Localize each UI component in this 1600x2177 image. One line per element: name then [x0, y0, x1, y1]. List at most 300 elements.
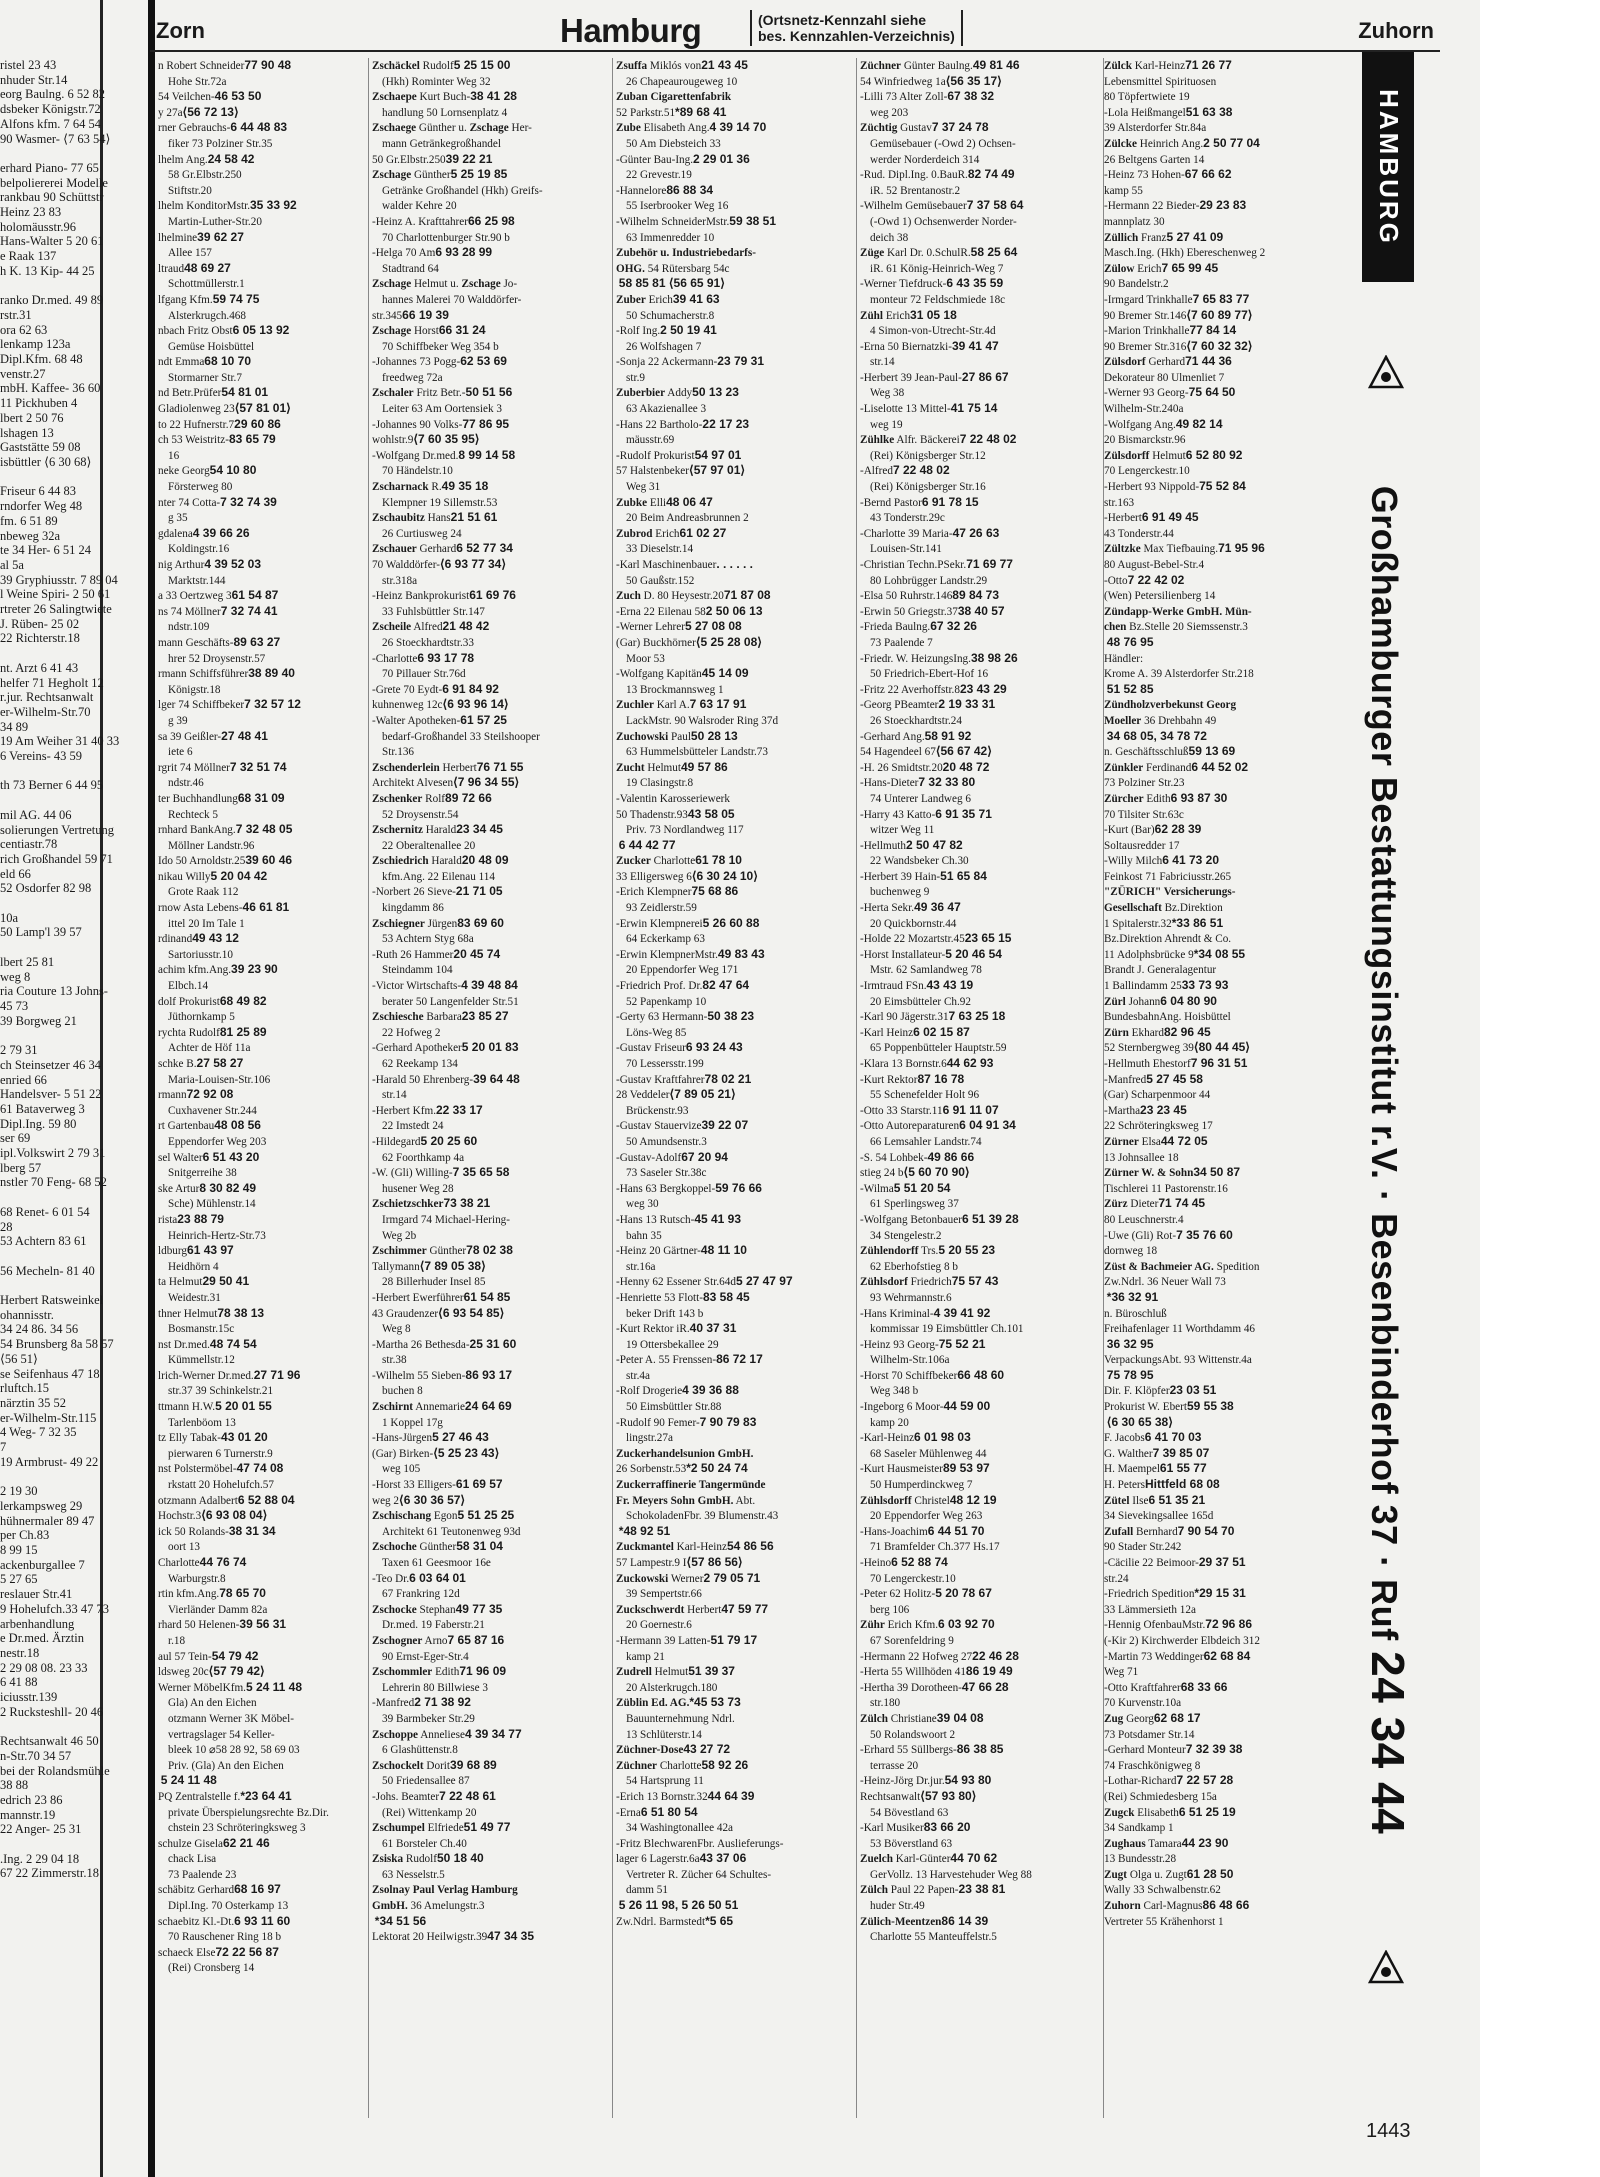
directory-entry-line — [860, 136, 1096, 152]
entry-phone: 7 32 51 74 — [229, 759, 287, 774]
entry-text: 73 Saseler Str.38c — [626, 1167, 707, 1180]
entry-text: -Fritz BlechwarenFbr. Auslieferungs- — [616, 1837, 784, 1850]
entry-text: -Otto — [1104, 574, 1128, 587]
directory-entry-line — [372, 947, 608, 963]
directory-entry-line — [372, 1602, 608, 1618]
entry-text: -Herbert 39 Hain- — [860, 870, 941, 883]
prev-page-line: rstr.31 — [0, 307, 32, 322]
entry-phone: 45 14 09 — [701, 666, 749, 681]
entry-text: str.24 — [1104, 1572, 1129, 1585]
directory-entry-line — [158, 1914, 366, 1930]
entry-phone: 50 18 40 — [436, 1851, 484, 1866]
directory-entry-line — [616, 1181, 852, 1197]
directory-entry-line — [616, 1571, 852, 1587]
directory-entry-line — [1104, 308, 1356, 324]
column-divider — [368, 58, 369, 2118]
entry-phone: 22 33 17 — [436, 1102, 483, 1117]
directory-entry-line — [616, 869, 852, 885]
entry-phone: 20 48 09 — [461, 853, 509, 868]
entry-phone: 6 44 48 83 — [230, 120, 288, 135]
entry-text: weg 30 — [626, 1198, 659, 1211]
entry-phone: 6 44 52 02 — [1191, 759, 1249, 774]
directory-entry-line — [372, 978, 608, 994]
entry-text: Bz.Direktion Ahrendt & Co. — [1104, 933, 1232, 946]
entry-text: lger 74 Schiffbeker — [158, 699, 245, 712]
entry-phone: 71 44 36 — [1185, 354, 1232, 369]
directory-entry-line — [158, 120, 366, 136]
entry-text: Tallymann — [372, 1260, 420, 1273]
directory-entry-line — [158, 214, 366, 230]
prev-page-line: ch Steinsetzer 46 34 — [0, 1057, 102, 1072]
entry-text: Zschietzschker — [372, 1198, 444, 1211]
directory-entry-line — [372, 1446, 608, 1462]
entry-phone: 33 73 93 — [1181, 978, 1229, 993]
directory-entry-line — [1104, 1446, 1356, 1462]
directory-entry-line — [158, 931, 366, 947]
directory-entry-line — [158, 1711, 366, 1727]
entry-text: y 27a — [158, 106, 183, 119]
entry-text: 63 Immenredder 10 — [626, 231, 715, 244]
entry-text: Freihafenlager 11 Worthdamm 46 — [1104, 1323, 1256, 1336]
entry-text: -Rolf Ing. — [616, 325, 661, 338]
side-ad-separator: · — [1364, 1190, 1405, 1214]
entry-phone: 6 93 11 60 — [234, 1913, 291, 1928]
entry-phone: 6 91 11 07 — [942, 1102, 999, 1117]
entry-phone: 89 72 66 — [445, 790, 492, 805]
entry-text: 20 Eppendorfer Weg 171 — [626, 964, 739, 977]
entry-text: 20 Bismarckstr.96 — [1104, 434, 1186, 447]
prev-page-line: ⟨56 51⟩ — [0, 1351, 38, 1366]
directory-entry-line — [860, 557, 1096, 573]
entry-text: Zuckerhandelsunion GmbH. — [616, 1447, 754, 1460]
directory-entry-line — [1104, 1867, 1356, 1883]
entry-phone: 68 10 70 — [204, 354, 252, 369]
directory-entry-line — [616, 573, 852, 589]
entry-text: Vierländer Damm 82a — [168, 1603, 268, 1616]
entry-text: Vertreter 55 Krähenhorst 1 — [1104, 1915, 1224, 1928]
directory-entry-line — [158, 1025, 366, 1041]
entry-text: -Holde 22 Mozartstr.45 — [860, 933, 965, 946]
side-advertisement — [1362, 380, 1414, 1940]
prev-page-line: Heinz 23 83 — [0, 205, 62, 220]
directory-entry-line — [158, 1773, 366, 1789]
entry-phone: 49 36 47 — [914, 900, 961, 915]
prev-page-line: 39 Gryphiusstr. 7 89 04 — [0, 572, 118, 587]
directory-entry-line — [1104, 1415, 1356, 1431]
directory-entry-line — [158, 1009, 366, 1025]
entry-text: 73 Paalende 23 — [168, 1868, 237, 1881]
entry-text: 90 Bremer Str.146 — [1104, 309, 1187, 322]
entry-text: werder Norderdeich 314 — [870, 153, 980, 166]
entry-text: Zscheile Alfred — [372, 621, 443, 634]
directory-entry-line — [860, 1306, 1096, 1322]
directory-entry-line — [372, 1040, 608, 1056]
directory-entry-line — [616, 1758, 852, 1774]
directory-entry-line — [372, 807, 608, 823]
entry-text: -Herta Sekr. — [860, 902, 915, 915]
directory-entry-line — [616, 1072, 852, 1088]
entry-text: Steindamm 104 — [382, 964, 453, 977]
directory-entry-line — [372, 120, 608, 136]
entry-text: weg 203 — [870, 106, 909, 119]
entry-phone: 72 22 56 87 — [215, 1944, 279, 1959]
directory-entry-line — [860, 1586, 1096, 1602]
entry-text: ndstr.46 — [168, 777, 204, 790]
directory-entry-line — [158, 1087, 366, 1103]
entry-phone: 8 30 82 49 — [199, 1180, 257, 1195]
directory-entry-line — [616, 557, 852, 573]
entry-text: Händler: — [1104, 652, 1144, 665]
directory-entry-line — [158, 385, 366, 401]
directory-entry-line — [372, 1711, 608, 1727]
directory-entry-line — [372, 869, 608, 885]
directory-entry-line — [1104, 370, 1356, 386]
entry-text: -Rudolf 90 Femer- — [616, 1416, 700, 1429]
entry-text: Zschenker Rolf — [372, 792, 446, 805]
entry-text: Zsolnay Paul Verlag Hamburg — [372, 1884, 518, 1897]
entry-phone: 5 27 46 43 — [432, 1430, 489, 1445]
entry-phone: 61 43 97 — [187, 1243, 234, 1258]
entry-text: -Peter 62 Holitz- — [860, 1588, 936, 1601]
entry-text: kamp 55 — [1104, 184, 1143, 197]
entry-phone: ⟨6 30 24 10⟩ — [691, 868, 758, 883]
entry-phone: 39 41 47 — [951, 338, 999, 353]
entry-text: Warburgstr.8 — [168, 1572, 226, 1585]
entry-phone: 5 20 55 23 — [938, 1243, 996, 1258]
entry-text: 26 Beltgens Garten 14 — [1104, 153, 1205, 166]
directory-entry-line — [1104, 1602, 1356, 1618]
entry-text: freedweg 72a — [382, 371, 443, 384]
entry-text: sa 39 Geißler- — [158, 730, 222, 743]
directory-entry-line — [616, 1415, 852, 1431]
entry-phone: 7 32 57 12 — [244, 697, 301, 712]
entry-phone: 75 68 86 — [691, 884, 739, 899]
entry-text: Zschaler Fritz Betr.- — [372, 387, 466, 400]
entry-text: -Heinz-Jörg Dr.jur. — [860, 1775, 945, 1788]
directory-entry-line — [158, 1243, 366, 1259]
entry-text: -Erhard 55 Süllbergs- — [860, 1744, 957, 1757]
entry-text: Zürner Elsa — [1104, 1135, 1161, 1148]
entry-text: rychta Rudolf — [158, 1026, 220, 1039]
entry-phone: 6 44 51 70 — [927, 1523, 985, 1538]
directory-entry-line — [860, 89, 1096, 105]
prev-page-line: 5 27 65 — [0, 1572, 38, 1587]
prev-page-line — [0, 1837, 146, 1852]
prev-page-line: 68 Renet- 6 01 54 — [0, 1204, 90, 1219]
entry-phone: 4 39 52 03 — [204, 557, 262, 571]
entry-phone: 59 74 75 — [212, 291, 260, 306]
entry-phone: 35 33 92 — [250, 198, 297, 213]
entry-text: 53 Böverstland 63 — [870, 1837, 953, 1850]
entry-text: Zucker Charlotte — [616, 855, 696, 868]
directory-entry-line — [616, 1243, 852, 1259]
directory-entry-line — [1104, 947, 1356, 963]
entry-text: ndt Emma — [158, 356, 205, 369]
entry-phone: 68 16 97 — [234, 1882, 281, 1897]
directory-entry-line — [158, 1118, 366, 1134]
entry-text: Zschischang Egon — [372, 1510, 458, 1523]
entry-text: 70 Lengerckestr.10 — [870, 1572, 956, 1585]
entry-text: -Harry 43 Katto- — [860, 808, 936, 821]
directory-entry-line — [1104, 557, 1356, 573]
prev-page-line — [0, 793, 146, 808]
entry-text: PQ Zentralstelle f. — [158, 1790, 241, 1803]
directory-entry-line — [860, 791, 1096, 807]
directory-entry-line — [860, 962, 1096, 978]
entry-phone: 6 03 64 01 — [409, 1570, 466, 1585]
entry-phone: 7 65 87 16 — [447, 1632, 505, 1647]
entry-text: bleek 10 ⌀58 28 92, 58 69 03 — [168, 1744, 300, 1757]
directory-entry-line — [860, 183, 1096, 199]
entry-phone: 38 98 26 — [970, 650, 1018, 665]
prev-page-line: ipl.Volkswirt 2 79 31 — [0, 1146, 106, 1161]
directory-entry-line — [1104, 276, 1356, 292]
entry-phone: 38 41 28 — [470, 89, 517, 104]
entry-phone: *36 32 91 — [1106, 1289, 1159, 1304]
directory-entry-line — [158, 105, 366, 121]
directory-entry-line — [1104, 1727, 1356, 1743]
entry-text: n. Büroschluß — [1104, 1307, 1167, 1320]
directory-entry-line — [860, 775, 1096, 791]
entry-text: nter 74 Cotta- — [158, 496, 221, 509]
entry-phone: 45 41 93 — [694, 1211, 742, 1226]
entry-text: 22 Hofweg 2 — [382, 1026, 441, 1039]
directory-entry-line — [158, 1352, 366, 1368]
directory-entry-line — [616, 1274, 852, 1290]
entry-phone: 6 52 77 34 — [456, 541, 513, 556]
entry-text: Züge Karl Dr. 0.SchulR. — [860, 247, 971, 260]
directory-entry-line — [1104, 729, 1356, 745]
directory-entry-line — [860, 1056, 1096, 1072]
entry-phone: 4 39 41 92 — [933, 1305, 991, 1320]
entry-text: 26 Wolfshagen 7 — [626, 340, 702, 353]
entry-text: chack Lisa — [168, 1853, 217, 1866]
entry-text: g 35 — [168, 512, 188, 525]
entry-text: 53 Achtern Styg 68a — [382, 933, 474, 946]
entry-text: -Herbert 93 Nippold- — [1104, 481, 1200, 494]
entry-phone: 24 64 69 — [464, 1399, 512, 1414]
entry-text: -Hans Kriminal- — [860, 1307, 934, 1320]
entry-phone: 7 22 48 61 — [439, 1788, 496, 1803]
directory-entry-line — [372, 1103, 608, 1119]
directory-entry-line — [860, 1820, 1096, 1836]
directory-entry-line — [860, 651, 1096, 667]
entry-phone: ⟨56 35 17⟩ — [945, 73, 1002, 88]
entry-text: Zschernitz Harald — [372, 824, 457, 837]
entry-phone: 27 86 67 — [961, 369, 1009, 384]
entry-text: kingdamm 86 — [382, 902, 444, 915]
directory-entry-line — [1104, 978, 1356, 994]
prev-page-line: rtreter 26 Salingtwiete — [0, 602, 112, 617]
entry-text: Zschirnt Annemarie — [372, 1401, 465, 1414]
directory-entry-line — [372, 775, 608, 791]
directory-entry-line — [860, 1321, 1096, 1337]
entry-phone: 7 65 83 77 — [1192, 291, 1250, 306]
directory-entry-line — [616, 276, 852, 292]
directory-entry-line — [158, 1929, 366, 1945]
directory-entry-line — [616, 58, 852, 74]
entry-text: Zültzke Max Tiefbauing. — [1104, 543, 1219, 556]
entry-phone: 6 04 91 34 — [959, 1118, 1016, 1133]
entry-text: -Bernd Pastor — [860, 496, 922, 509]
directory-entry-line — [616, 463, 852, 479]
prev-page-line: 53 Achtern 83 61 — [0, 1234, 87, 1249]
directory-entry-line — [1104, 1633, 1356, 1649]
entry-text: 52 Parkstr.51 — [616, 106, 676, 119]
entry-text: LackMstr. 90 Walsroder Ring 37d — [626, 714, 779, 727]
directory-entry-line — [158, 526, 366, 542]
entry-text: -Hans 22 Bartholo- — [616, 418, 703, 431]
directory-entry-line — [616, 1586, 852, 1602]
entry-text: Zschage Horst — [372, 325, 439, 338]
directory-entry-line — [860, 1228, 1096, 1244]
prev-page-line: edrich 23 86 — [0, 1792, 63, 1807]
entry-text: 1 Koppel 17g — [382, 1416, 443, 1429]
entry-text: monteur 72 Feldschmiede 18c — [870, 293, 1006, 306]
directory-entry-line — [1104, 417, 1356, 433]
entry-phone: 66 31 24 — [438, 323, 486, 338]
entry-text: 54 Hartsprung 11 — [626, 1775, 704, 1788]
entry-phone: 44 70 62 — [950, 1851, 998, 1866]
prev-page-line: ristel 23 43 — [0, 58, 57, 72]
directory-entry-line — [616, 120, 852, 136]
entry-text: Zuber Erich — [616, 293, 673, 306]
entry-text: (Hkh) Rominter Weg 32 — [382, 75, 491, 88]
directory-entry-line — [860, 588, 1096, 604]
entry-text: (Wen) Petersilienberg 14 — [1104, 590, 1216, 603]
prev-page-line — [0, 1190, 146, 1205]
directory-entry-line — [158, 853, 366, 869]
entry-text: 50 Am Diebsteich 33 — [626, 137, 721, 150]
directory-entry-line — [158, 1695, 366, 1711]
entry-phone: 39 60 46 — [245, 853, 293, 868]
directory-entry-line — [372, 1383, 608, 1399]
entry-phone: 6 91 35 71 — [935, 806, 992, 821]
directory-entry-line — [372, 900, 608, 916]
directory-entry-line — [158, 401, 366, 417]
side-ad-address: Besenbinderhof 37 · Ruf — [1364, 1213, 1405, 1641]
entry-phone: 2 50 19 41 — [660, 323, 717, 338]
directory-entry-line — [372, 1196, 608, 1212]
entry-phone: 6 93 28 99 — [435, 245, 493, 260]
entry-phone: ⟨57 93 80⟩ — [920, 1788, 977, 1803]
directory-entry-line — [860, 1150, 1096, 1166]
directory-entry-line — [860, 1181, 1096, 1197]
prev-page-line: rndorfer Weg 48 — [0, 499, 83, 514]
entry-phone: 43 43 19 — [926, 978, 974, 993]
entry-text: -Helga 70 Am — [372, 247, 436, 260]
entry-text: -Heinz 20 Gärtner- — [616, 1245, 701, 1258]
entry-text: Stiftstr.20 — [168, 184, 212, 197]
directory-entry-line — [616, 385, 852, 401]
directory-entry-line — [372, 1368, 608, 1384]
directory-entry-line — [1104, 1056, 1356, 1072]
entry-text: beker Drift 143 b — [626, 1307, 704, 1320]
entry-text: Zscharnack R. — [372, 481, 442, 494]
entry-text: 33 Fuhlsbüttler Str.147 — [382, 605, 485, 618]
entry-text: -Rolf Drogerie — [616, 1385, 683, 1398]
entry-phone: 4 39 36 88 — [682, 1383, 739, 1398]
directory-entry-line — [860, 1524, 1096, 1540]
entry-text: 26 Chapeaurougeweg 10 — [626, 75, 738, 88]
entry-text: -Teo Dr. — [372, 1572, 410, 1585]
prev-page-line: 45 73 — [0, 999, 29, 1013]
directory-entry-line — [1104, 1196, 1356, 1212]
directory-entry-line — [860, 838, 1096, 854]
directory-entry-line — [1104, 1352, 1356, 1368]
entry-phone: 22 17 23 — [702, 416, 750, 431]
directory-entry-line — [616, 1711, 852, 1727]
directory-entry-line — [1104, 74, 1356, 90]
entry-phone: 86 38 85 — [956, 1742, 1004, 1757]
entry-text: aul 57 Tein- — [158, 1650, 212, 1663]
entry-text: ch 53 Weistritz- — [158, 434, 229, 447]
prev-page-line: rluftch.15 — [0, 1381, 49, 1396]
directory-entry-line — [158, 807, 366, 823]
entry-text: -Martha 26 Bethesda- — [372, 1338, 470, 1351]
entry-text: Moeller 36 Drehbahn 49 — [1104, 714, 1217, 727]
entry-text: 52 Sternbergweg 39 — [1104, 1042, 1194, 1055]
directory-entry-line — [372, 167, 608, 183]
entry-phone: 83 58 45 — [703, 1289, 750, 1304]
directory-entry-line — [372, 183, 608, 199]
prev-page-line — [0, 764, 146, 779]
directory-entry-line — [616, 339, 852, 355]
entry-text: 70 Rauschener Ring 18 b — [168, 1931, 282, 1944]
entry-text: -Horst Installateur- — [860, 948, 946, 961]
entry-text: Sche) Mühlenstr.14 — [168, 1198, 256, 1211]
entry-text: Hohe Str.72a — [168, 75, 227, 88]
column-divider — [856, 58, 857, 2118]
entry-text: 80 Leuschnerstr.4 — [1104, 1213, 1184, 1226]
entry-text: Zubrod Erich — [616, 527, 680, 540]
header-left-keyword: Zorn — [156, 18, 205, 43]
entry-text: Achter de Höf 11a — [168, 1042, 251, 1055]
directory-entry-line — [860, 635, 1096, 651]
directory-entry-line — [616, 1820, 852, 1836]
directory-entry-line — [158, 495, 366, 511]
directory-entry-line — [158, 1898, 366, 1914]
entry-phone: 89 84 73 — [952, 588, 1000, 603]
entry-phone: 4 39 14 70 — [709, 120, 767, 135]
directory-entry-line — [616, 884, 852, 900]
prev-page-line: 61 Bataverweg 3 — [0, 1101, 85, 1116]
directory-entry-line — [860, 1914, 1096, 1930]
entry-text: Heidhörn 4 — [168, 1260, 219, 1273]
directory-entry-line — [158, 775, 366, 791]
entry-phone: ⟨56 72 13⟩ — [182, 104, 239, 119]
entry-phone: 23 34 45 — [456, 822, 503, 837]
entry-text: Zürl Johann — [1104, 995, 1161, 1008]
directory-entry-line — [860, 479, 1096, 495]
entry-text: Lehrerin 80 Billwiese 3 — [382, 1681, 488, 1694]
directory-entry-line — [860, 245, 1096, 261]
entry-text: 52 Papenkamp 10 — [626, 995, 707, 1008]
entry-phone: 39 41 63 — [672, 291, 720, 306]
directory-entry-line — [616, 1914, 852, 1930]
directory-entry-line — [1104, 1165, 1356, 1181]
entry-text: 70 Händelstr.10 — [382, 465, 453, 478]
directory-entry-line — [860, 1368, 1096, 1384]
entry-text: Zschocke Stephan — [372, 1603, 456, 1616]
entry-phone: 34 50 87 — [1193, 1165, 1241, 1180]
entry-text: GmbH. 36 Amelungstr.3 — [372, 1900, 485, 1913]
entry-text: -Norbert 26 Sieve- — [372, 886, 456, 899]
entry-text: Leiter 63 Am Oortensiek 3 — [382, 403, 502, 416]
prev-page-line: mil AG. 44 06 — [0, 807, 72, 822]
directory-entry-line — [860, 1040, 1096, 1056]
entry-phone: 62 28 39 — [1154, 822, 1202, 837]
